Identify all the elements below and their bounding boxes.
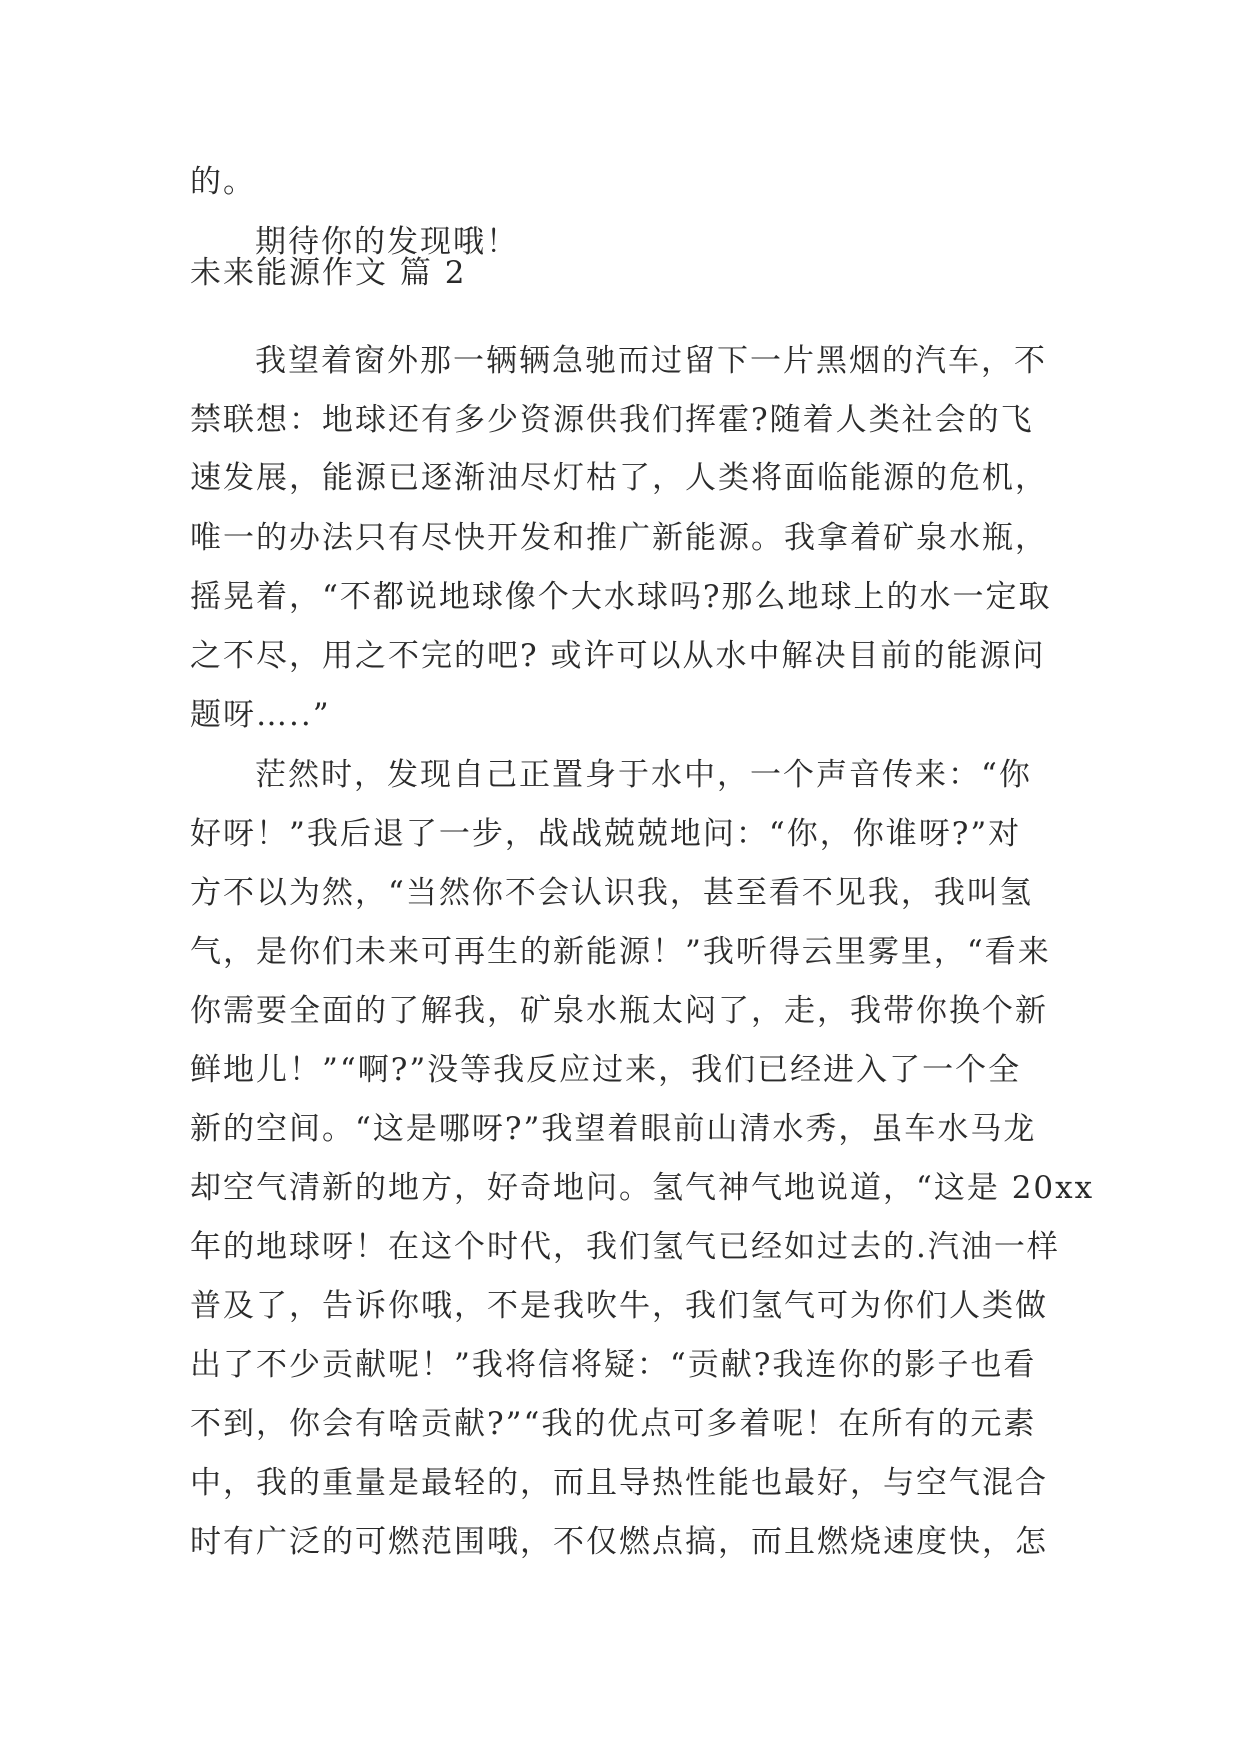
paragraph-2-line-4: 气，是你们未来可再生的新能源！”我听得云里雾里，“看来 xyxy=(190,934,1051,970)
paragraph-2-line-6: 鲜地儿！”“啊?”没等我反应过来，我们已经进入了一个全 xyxy=(190,1052,1022,1088)
paragraph-1-line-6: 之不尽，用之不完的吧? 或许可以从水中解决目前的能源问 xyxy=(190,638,1046,674)
paragraph-2-line-10: 普及了，告诉你哦，不是我吹牛，我们氢气可为你们人类做 xyxy=(190,1288,1048,1324)
text-line-2: 期待你的发现哦！ xyxy=(255,224,519,260)
paragraph-1-line-3: 速发展，能源已逐渐油尽灯枯了，人类将面临能源的危机， xyxy=(190,460,1048,496)
paragraph-2-line-7: 新的空间。“这是哪呀?”我望着眼前山清水秀，虽车水马龙 xyxy=(190,1111,1037,1147)
paragraph-1-line-4: 唯一的办法只有尽快开发和推广新能源。我拿着矿泉水瓶， xyxy=(190,520,1048,556)
paragraph-1-line-5: 摇晃着，“不都说地球像个大水球吗?那么地球上的水一定取 xyxy=(190,579,1052,615)
paragraph-2-line-14: 时有广泛的可燃范围哦，不仅燃点搞，而且燃烧速度快，怎 xyxy=(190,1524,1048,1560)
paragraph-1-line-1: 我望着窗外那一辆辆急驰而过留下一片黑烟的汽车，不 xyxy=(255,343,1047,379)
paragraph-1-line-2: 禁联想：地球还有多少资源供我们挥霍?随着人类社会的飞 xyxy=(190,402,1034,438)
paragraph-2-line-1: 茫然时，发现自己正置身于水中，一个声音传来：“你 xyxy=(255,757,1032,793)
paragraph-2-line-2: 好呀！”我后退了一步，战战兢兢地问：“你，你谁呀?”对 xyxy=(190,816,1022,852)
paragraph-2-line-13: 中，我的重量是最轻的，而且导热性能也最好，与空气混合 xyxy=(190,1465,1048,1501)
text-line-1: 的。 xyxy=(190,164,256,200)
paragraph-1-line-7: 题呀…..” xyxy=(190,697,331,733)
paragraph-2-line-9: 年的地球呀！在这个时代，我们氢气已经如过去的.汽油一样 xyxy=(190,1229,1060,1265)
paragraph-2-line-11: 出了不少贡献呢！”我将信将疑：“贡献?我连你的影子也看 xyxy=(190,1347,1037,1383)
paragraph-2-line-5: 你需要全面的了解我，矿泉水瓶太闷了，走，我带你换个新 xyxy=(190,993,1048,1029)
paragraph-2-line-8: 却空气清新的地方，好奇地问。氢气神气地说道，“这是 20xx xyxy=(190,1170,1095,1206)
paragraph-2-line-3: 方不以为然，“当然你不会认识我，甚至看不见我，我叫氢 xyxy=(190,875,1033,911)
section-heading: 未来能源作文 篇 2 xyxy=(190,255,467,291)
paragraph-2-line-12: 不到，你会有啥贡献?”“我的优点可多着呢！在所有的元素 xyxy=(190,1406,1037,1442)
